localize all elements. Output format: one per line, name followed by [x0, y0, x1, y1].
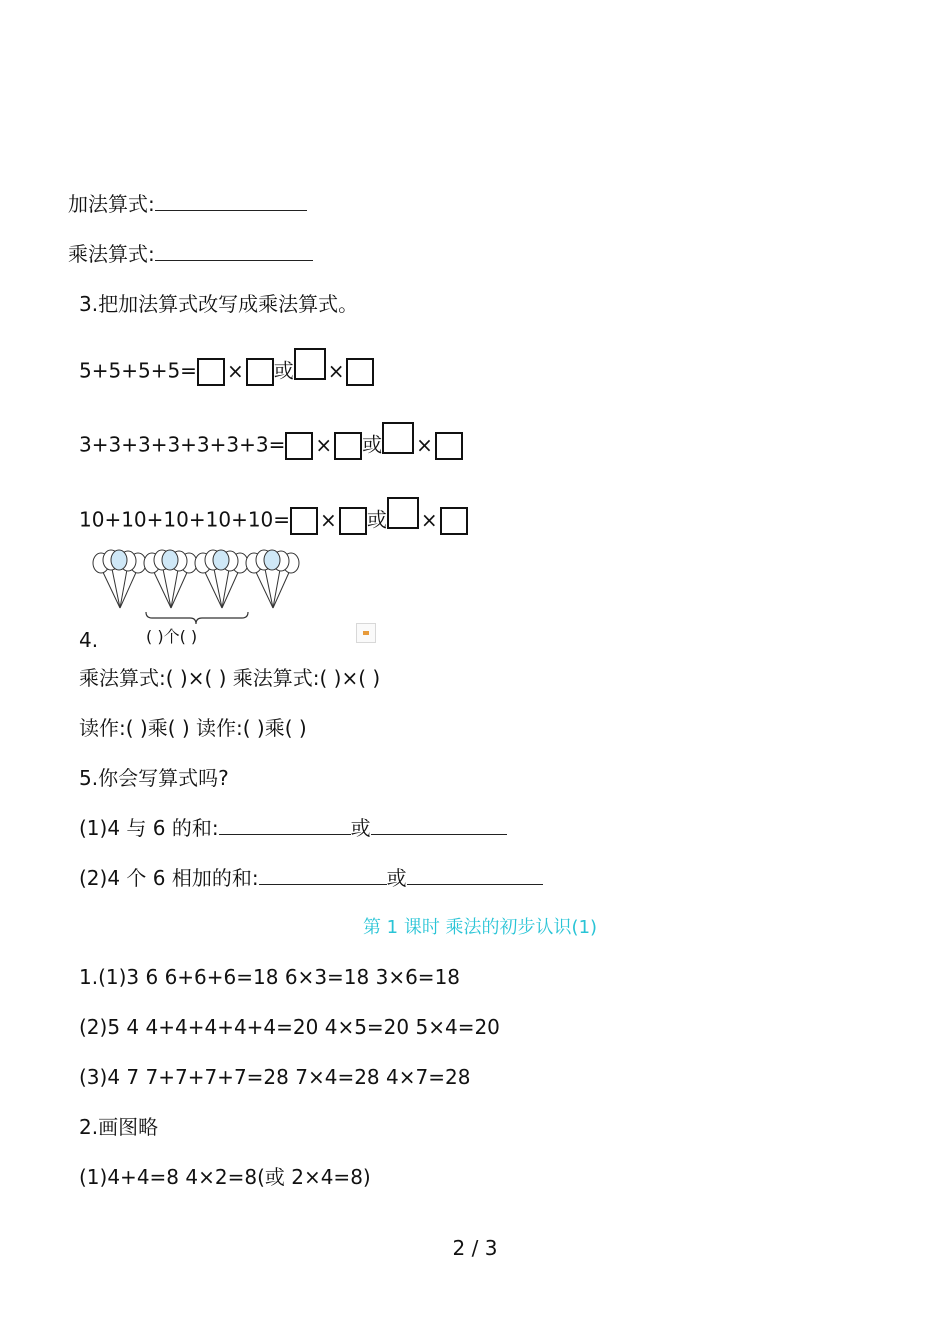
balloon-bunch	[144, 550, 197, 608]
q3-row-3-sum: 10+10+10+10+10=	[79, 507, 291, 532]
or-word: 或	[386, 866, 407, 890]
answer-box[interactable]	[382, 422, 414, 454]
answer-box[interactable]	[334, 432, 362, 460]
q3-row-2	[79, 430, 463, 462]
answer-line: 1.(1)3 6 6+6+6=18 6×3=18 3×6=18	[79, 965, 461, 989]
times-sign: ×	[420, 507, 438, 532]
q3-title: 3.把加法算式改写成乘法算式。	[79, 292, 359, 316]
q3-row-1	[79, 356, 374, 388]
page-number: 2 / 3	[452, 1236, 498, 1260]
q4-multiplication-row: 乘法算式:( )×( ) 乘法算式:( )×( )	[79, 666, 381, 690]
multiplication-label: 乘法算式:	[68, 242, 155, 266]
answer-box[interactable]	[440, 507, 468, 535]
or-word: 或	[366, 507, 387, 532]
addition-formula-line	[68, 190, 307, 218]
balloon-bunches-illustration	[92, 548, 302, 628]
times-sign: ×	[327, 358, 345, 383]
answer-box[interactable]	[290, 507, 318, 535]
q5-item-1	[79, 814, 507, 842]
answer-box[interactable]	[346, 358, 374, 386]
answers-section-title: 第 1 课时 乘法的初步认识(1)	[362, 917, 598, 938]
or-word: 或	[273, 358, 294, 383]
times-sign: ×	[416, 432, 433, 457]
q5-item-2	[79, 864, 543, 892]
answer-box[interactable]	[339, 507, 367, 535]
addition-answer-blank[interactable]	[155, 190, 307, 211]
answer-blank[interactable]	[371, 814, 507, 835]
answer-box[interactable]	[197, 358, 225, 386]
brace-caption: ( )个( )	[146, 627, 198, 646]
answer-blank[interactable]	[407, 864, 543, 885]
answer-box[interactable]	[387, 497, 419, 529]
answer-blank[interactable]	[259, 864, 387, 885]
balloon-bunch	[246, 550, 299, 608]
answer-line: 2.画图略	[79, 1115, 159, 1139]
or-word: 或	[362, 432, 383, 457]
answer-blank[interactable]	[219, 814, 351, 835]
or-word: 或	[350, 816, 371, 840]
q3-row-1-sum: 5+5+5+5=	[79, 358, 197, 383]
times-sign: ×	[320, 507, 337, 532]
answer-line: (1)4+4=8 4×2=8(或 2×4=8)	[79, 1165, 371, 1189]
q3-row-2-sum: 3+3+3+3+3+3+3=	[79, 432, 286, 457]
answer-box[interactable]	[435, 432, 463, 460]
q4-reading-row: 读作:( )乘( ) 读作:( )乘( )	[79, 716, 307, 740]
balloon-bunch	[93, 550, 146, 608]
answer-box[interactable]	[285, 432, 313, 460]
answer-line: (3)4 7 7+7+7+7=28 7×4=28 4×7=28	[79, 1065, 471, 1089]
times-sign: ×	[315, 432, 333, 457]
q5-item-2-label: (2)4 个 6 相加的和:	[79, 866, 259, 890]
multiplication-answer-blank[interactable]	[155, 240, 313, 261]
broken-image-icon	[356, 623, 376, 643]
q5-item-1-label: (1)4 与 6 的和:	[79, 816, 219, 840]
answer-box[interactable]	[294, 348, 326, 380]
answer-line: (2)5 4 4+4+4+4+4=20 4×5=20 5×4=20	[79, 1015, 500, 1039]
q3-row-3	[79, 505, 468, 537]
answer-box[interactable]	[246, 358, 274, 386]
times-sign: ×	[226, 358, 244, 383]
multiplication-formula-line	[68, 240, 313, 268]
q4-number: 4.	[79, 628, 99, 652]
balloon-bunch	[195, 550, 248, 608]
q5-title: 5.你会写算式吗?	[79, 766, 229, 790]
addition-label: 加法算式:	[68, 192, 155, 216]
